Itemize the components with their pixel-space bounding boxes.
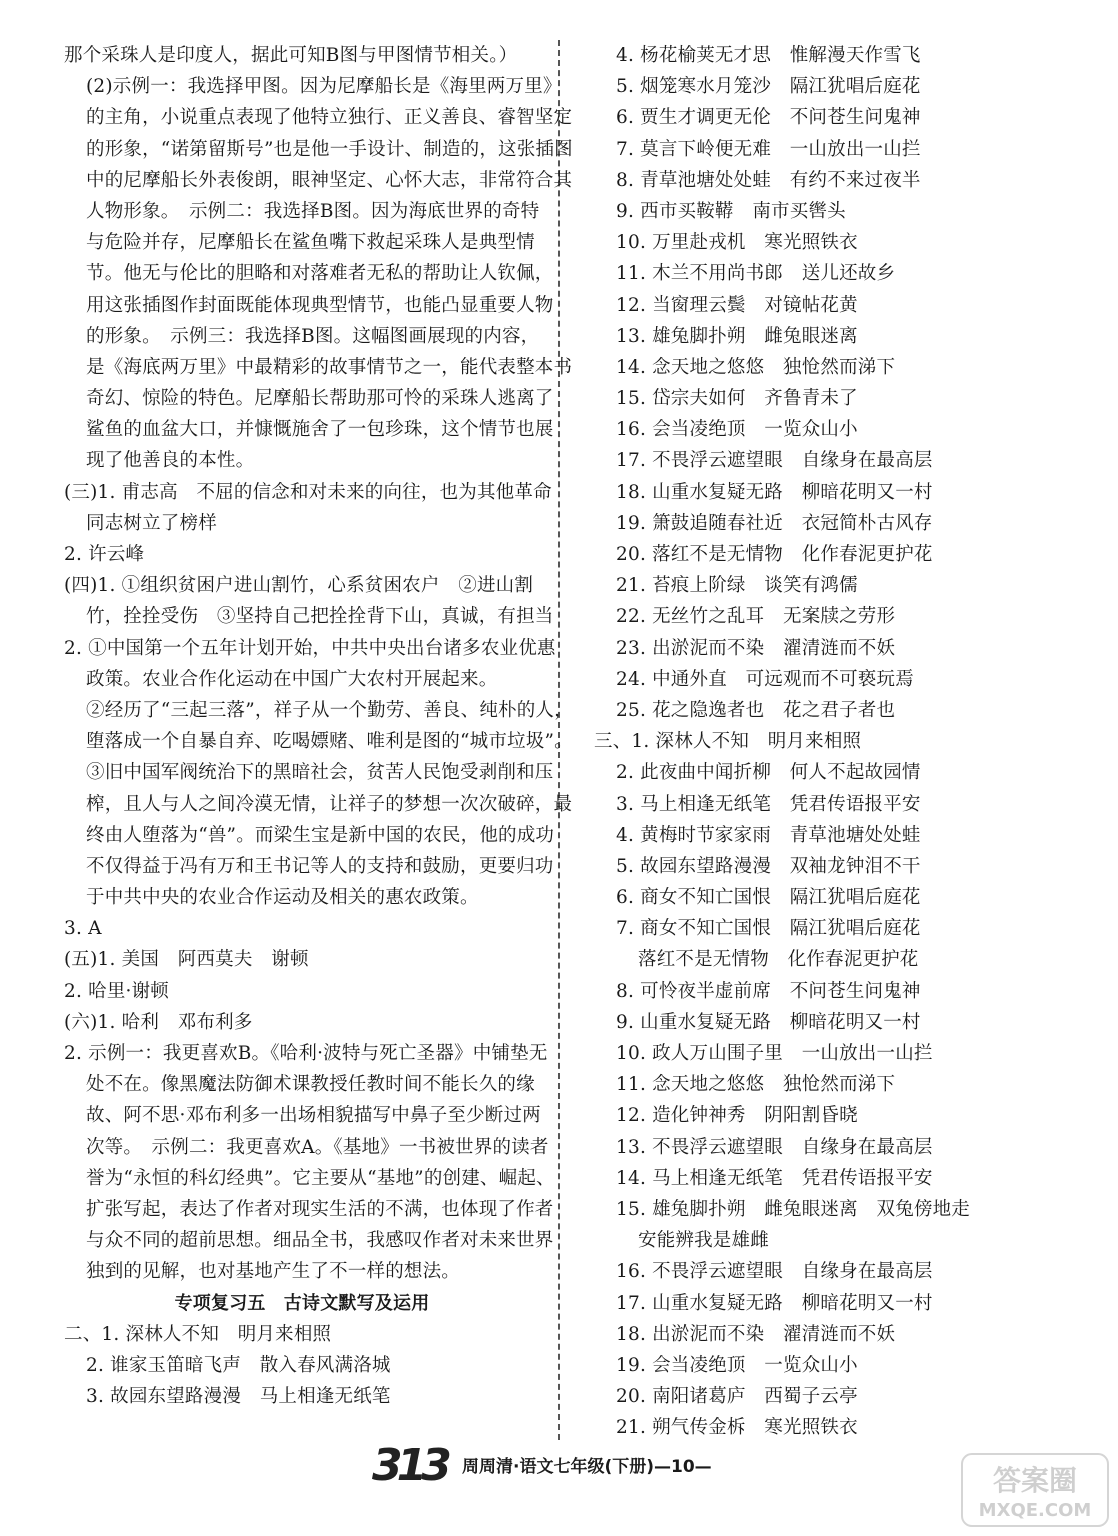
watermark-text-url: MXQE.COM (978, 1500, 1092, 1521)
text-line: 的主角，小说重点表现了他特立独行、正义善良、睿智坚定 (86, 107, 573, 129)
text-line: (五)1. 美国 阿西莫夫 谢顿 (64, 949, 309, 971)
text-line: 13. 雄兔脚扑朔 雌兔眼迷离 (616, 325, 858, 347)
text-line: 5. 故园东望路漫漫 双袖龙钟泪不干 (616, 855, 921, 877)
text-line: 25. 花之隐逸者也 花之君子者也 (616, 699, 896, 721)
text-line: 落红不是无情物 化作春泥更护花 (638, 949, 919, 971)
text-line: 用这张插图作封面既能体现典型情节，也能凸显重要人物 (86, 294, 554, 316)
text-line: 12. 造化钟神秀 阴阳割昏晓 (616, 1105, 858, 1127)
text-line: 9. 山重水复疑无路 柳暗花明又一村 (616, 1011, 921, 1033)
text-line: 10. 政人万山围子里 一山放出一山拦 (616, 1043, 933, 1064)
text-line: 16. 不畏浮云遮望眼 自缘身在最高层 (616, 1261, 933, 1283)
text-line: 5. 烟笼寒水月笼沙 隔江犹唱后庭花 (616, 76, 921, 98)
text-line: 鲨鱼的血盆大口，并慷慨施舍了一包珍珠，这个情节也展 (86, 419, 554, 441)
text-line: 不仅得益于冯有万和王书记等人的支持和鼓励，更要归功 (86, 855, 554, 877)
page-footer (0, 1438, 1118, 1498)
text-line: 10. 万里赴戎机 寒光照铁衣 (616, 232, 858, 254)
text-line: 中的尼摩船长外表俊朗，眼神坚定、心怀大志，非常符合其 (86, 169, 573, 191)
footer-title: 周周清·语文七年级(下册)—10— (462, 1457, 712, 1477)
text-line: 3. 故园东望路漫漫 马上相逢无纸笔 (86, 1386, 391, 1408)
text-line: 二、1. 深林人不知 明月来相照 (64, 1323, 332, 1345)
text-line: 7. 莫言下岭便无难 一山放出一山拦 (616, 138, 921, 160)
text-line: (2)示例一：我选择甲图。因为尼摩船长是《海里两万里》 (86, 76, 562, 98)
text-line: (三)1. 甫志高 不屈的信念和对未来的向往，也为其他革命 (64, 481, 552, 503)
text-line: 安能辨我是雄雌 (638, 1230, 769, 1252)
brand-logo: 313 (372, 1440, 446, 1491)
text-line: 18. 出淤泥而不染 濯清涟而不妖 (616, 1323, 896, 1345)
text-line: 是《海底两万里》中最精彩的故事情节之一，能代表整本书 (86, 356, 573, 378)
text-line: 20. 南阳诸葛庐 西蜀子云亭 (616, 1386, 858, 1408)
text-line: 23. 出淤泥而不染 濯清涟而不妖 (616, 637, 896, 659)
text-line: 2. 谁家玉笛暗飞声 散入春风满洛城 (86, 1354, 391, 1376)
text-line: 6. 贾生才调更无伦 不问苍生问鬼神 (616, 107, 921, 129)
text-line: 4. 杨花榆荚无才思 惟解漫天作雪飞 (616, 45, 921, 66)
text-line: 节。他无与伦比的胆略和对落难者无私的帮助让人钦佩， (86, 263, 554, 285)
text-line: 17. 不畏浮云遮望眼 自缘身在最高层 (616, 450, 933, 472)
text-line: 次等。 示例二：我更喜欢A。《基地》一书被世界的读者 (86, 1136, 549, 1158)
text-line: 同志树立了榜样 (86, 512, 217, 534)
text-line: 处不在。像黑魔法防御术课教授任教时间不能长久的缘 (86, 1074, 535, 1096)
text-line: 3. A (64, 918, 102, 940)
text-line: 2. 哈里·谢顿 (64, 980, 170, 1002)
text-line: 故、阿不思·邓布利多一出场相貌描写中鼻子至少断过两 (86, 1105, 541, 1127)
text-line: 誉为“永恒的科幻经典”。它主要从“基地”的创建、崛起、 (86, 1167, 555, 1189)
left-column (64, 40, 573, 1412)
text-line: 与众不同的超前思想。细品全书，我感叹作者对未来世界 (86, 1230, 554, 1252)
text-line: 2. 此夜曲中闻折柳 何人不起故园情 (616, 762, 921, 784)
text-line: (六)1. 哈利 邓布利多 (64, 1011, 253, 1033)
section-heading: 专项复习五 古诗文默写及运用 (174, 1292, 430, 1314)
text-line: 17. 山重水复疑无路 柳暗花明又一村 (616, 1292, 933, 1314)
text-line: 19. 会当凌绝顶 一览众山小 (616, 1354, 858, 1376)
text-line: 12. 当窗理云鬓 对镜帖花黄 (616, 294, 858, 316)
text-line: (四)1. ①组织贫困户进山割竹，心系贫困农户 ②进山割 (64, 575, 534, 597)
text-line: 2. ①中国第一个五年计划开始，中共中央出台诸多农业优惠 (64, 637, 556, 659)
text-line: 的形象。 示例三：我选择B图。这幅图画展现的内容， (86, 325, 540, 347)
text-line: 2. 许云峰 (64, 544, 145, 565)
text-line: 榨，且人与人之间冷漠无情，让祥子的梦想一次次破碎，最 (86, 793, 573, 815)
text-line: 3. 马上相逢无纸笔 凭君传语报平安 (616, 793, 921, 815)
text-line: 21. 苔痕上阶绿 谈笑有鸿儒 (616, 575, 858, 597)
text-line: ②经历了“三起三落”，祥子从一个勤劳、善良、纯朴的人， (86, 699, 573, 721)
text-line: 2. 示例一：我更喜欢B。《哈利·波特与死亡圣器》中铺垫无 (64, 1043, 548, 1064)
text-line: 15. 岱宗夫如何 齐鲁青未了 (616, 388, 858, 410)
text-line: 9. 西市买鞍鞯 南市买辔头 (616, 200, 846, 222)
text-line: 13. 不畏浮云遮望眼 自缘身在最高层 (616, 1136, 933, 1158)
text-line: 6. 商女不知亡国恨 隔江犹唱后庭花 (616, 887, 921, 909)
right-column (594, 40, 1064, 1443)
watermark-text-cn: 答案圈 (992, 1464, 1078, 1497)
text-line: 24. 中通外直 可远观而不可亵玩焉 (616, 668, 914, 690)
text-line: 扩张写起，表达了作者对现实生活的不满，也体现了作者 (86, 1198, 554, 1220)
text-line: 18. 山重水复疑无路 柳暗花明又一村 (616, 481, 933, 503)
text-line: 11. 木兰不用尚书郎 送儿还故乡 (616, 263, 896, 285)
text-line: 7. 商女不知亡国恨 隔江犹唱后庭花 (616, 918, 921, 940)
text-line: 的形象，“诺第留斯号”也是他一手设计、制造的，这张插图 (86, 138, 573, 160)
text-line: 8. 青草池塘处处蛙 有约不来过夜半 (616, 169, 921, 191)
text-line: 14. 念天地之悠悠 独怆然而涕下 (616, 356, 896, 378)
text-line: 三、1. 深林人不知 明月来相照 (594, 731, 862, 753)
text-line: 19. 箫鼓追随春社近 衣冠简朴古风存 (616, 512, 933, 534)
text-line: 政策。农业合作化运动在中国广大农村开展起来。 (86, 668, 498, 690)
text-line: 奇幻、惊险的特色。尼摩船长帮助那可怜的采珠人逃离了 (86, 388, 554, 410)
text-line: 11. 念天地之悠悠 独怆然而涕下 (616, 1074, 896, 1096)
watermark-logo (960, 1452, 1110, 1528)
text-line: 独到的见解，也对基地产生了不一样的想法。 (86, 1261, 461, 1283)
text-line: 20. 落红不是无情物 化作春泥更护花 (616, 544, 933, 565)
text-line: 15. 雄兔脚扑朔 雌兔眼迷离 双兔傍地走 (616, 1198, 971, 1220)
text-line: 现了他善良的本性。 (86, 450, 255, 472)
text-line: 堕落成一个自暴自弃、吃喝嫖赌、唯利是图的“城市垃圾”。 (86, 731, 573, 753)
text-line: 8. 可怜夜半虚前席 不问苍生问鬼神 (616, 980, 921, 1002)
text-line: 22. 无丝竹之乱耳 无案牍之劳形 (616, 606, 896, 628)
text-line: 竹，拴拴受伤 ③坚持自己把拴拴背下山，真诚，有担当 (86, 606, 554, 628)
text-line: 16. 会当凌绝顶 一览众山小 (616, 419, 858, 441)
text-line: 21. 朔气传金柝 寒光照铁衣 (616, 1417, 858, 1439)
text-line: 那个采珠人是印度人，据此可知B图与甲图情节相关。） (64, 45, 518, 66)
text-line: 14. 马上相逢无纸笔 凭君传语报平安 (616, 1167, 933, 1189)
text-line: 终由人堕落为“兽”。而梁生宝是新中国的农民，他的成功 (86, 824, 555, 846)
text-line: 4. 黄梅时节家家雨 青草池塘处处蛙 (616, 824, 921, 846)
text-line: 与危险并存，尼摩船长在鲨鱼嘴下救起采珠人是典型情 (86, 232, 535, 254)
text-line: ③旧中国军阀统治下的黑暗社会，贫苦人民饱受剥削和压 (86, 762, 554, 784)
text-line: 于中共中央的农业合作运动及相关的惠农政策。 (86, 887, 479, 909)
text-line: 人物形象。 示例二：我选择B图。因为海底世界的奇特 (86, 200, 540, 222)
